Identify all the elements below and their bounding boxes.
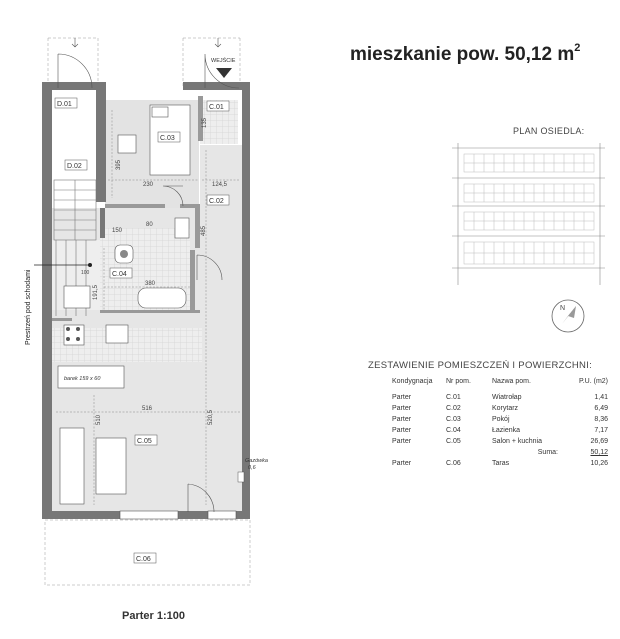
- table-cell: Parter: [392, 416, 412, 423]
- dim-label: 191,5: [93, 284, 99, 300]
- table-row: [392, 436, 608, 447]
- table-cell: C.05: [446, 438, 461, 445]
- room-label-c06: C.06: [136, 556, 151, 563]
- dim-label: 485: [201, 225, 207, 236]
- room-label-c03: C.03: [160, 135, 175, 142]
- table-row: [392, 392, 608, 403]
- room-label-c04: C.04: [112, 271, 127, 278]
- table-cell: Parter: [392, 405, 412, 412]
- room-label-d02: D.02: [67, 163, 82, 170]
- north-arrow-icon: [548, 296, 588, 336]
- table-cell: 10,26: [590, 460, 608, 467]
- gas-sub-label: 0,6: [248, 465, 256, 471]
- table-cell: Parter: [392, 438, 412, 445]
- room-label-c01: C.01: [209, 104, 224, 111]
- svg-text:N: N: [560, 305, 566, 312]
- room-label-d01: D.01: [57, 101, 72, 108]
- table-cell: Taras: [492, 460, 510, 467]
- table-cell: Parter: [392, 427, 412, 434]
- dim-label: 380: [145, 281, 156, 287]
- dim-label: 80: [146, 222, 153, 228]
- sum-label: Suma:: [537, 449, 558, 456]
- col-header: Nazwa pom.: [492, 378, 531, 385]
- dim-label: 124,5: [212, 182, 228, 188]
- site-plan-drawing: [450, 140, 610, 290]
- dim-label: 520,5: [208, 409, 214, 425]
- summary-title: ZESTAWIENIE POMIESZCZEŃ I POWIERZCHNI:: [368, 360, 593, 371]
- col-header: P.U. (m2): [578, 378, 608, 385]
- bar-label: barek 159 x 60: [64, 376, 101, 382]
- table-cell: C.04: [446, 427, 461, 434]
- table-cell: 7,17: [594, 427, 608, 434]
- table-cell: 1,41: [594, 394, 608, 401]
- sum-value: 50,12: [590, 449, 608, 456]
- area-summary-table: [392, 378, 608, 469]
- title-unit-sup: 2: [574, 42, 581, 54]
- title-text: mieszkanie pow. 50,12 m: [350, 44, 575, 65]
- entrance-label: WEJŚCIE: [211, 58, 236, 64]
- table-cell: Łazienka: [492, 427, 521, 434]
- dim-label: 150: [112, 228, 123, 234]
- dim-label: 135: [202, 117, 208, 128]
- table-cell: Parter: [392, 460, 412, 467]
- table-cell: 26,69: [590, 438, 608, 445]
- dim-label: 510: [96, 414, 102, 425]
- table-cell: Salon + kuchnia: [492, 438, 543, 445]
- table-cell: 6,49: [594, 405, 608, 412]
- room-label-c02: C.02: [209, 198, 224, 205]
- table-cell: C.02: [446, 405, 461, 412]
- table-cell: Parter: [392, 394, 412, 401]
- floor-label: Parter 1:100: [122, 610, 185, 622]
- room-label-c05: C.05: [137, 438, 152, 445]
- dim-label: 395: [116, 159, 122, 170]
- table-cell: C.06: [446, 460, 461, 467]
- entrance-arrow-icon: [216, 68, 232, 78]
- table-cell: C.01: [446, 394, 461, 401]
- page-title: [350, 44, 580, 66]
- dim-label: 230: [143, 182, 154, 188]
- table-cell: Pokój: [492, 416, 510, 423]
- under-stairs-label: Prestrzeń pod schodami: [25, 269, 32, 345]
- col-header: Nr pom.: [446, 378, 471, 385]
- table-header-row: [392, 378, 608, 392]
- table-row: [392, 458, 608, 469]
- table-row: [392, 425, 608, 436]
- gas-label: Gazówka: [245, 458, 268, 464]
- table-sum-row: [392, 447, 608, 458]
- col-header: Kondygnacja: [392, 378, 433, 385]
- table-cell: Wiatrołap: [492, 394, 522, 401]
- table-row: [392, 403, 608, 414]
- dim-label: 100: [81, 270, 90, 276]
- table-cell: C.03: [446, 416, 461, 423]
- table-cell: Korytarz: [492, 405, 519, 412]
- floor-plan: [0, 0, 300, 600]
- table-row: [392, 414, 608, 425]
- table-cell: 8,36: [594, 416, 608, 423]
- dim-label: 516: [142, 406, 153, 412]
- site-plan-title: PLAN OSIEDLA:: [513, 126, 585, 136]
